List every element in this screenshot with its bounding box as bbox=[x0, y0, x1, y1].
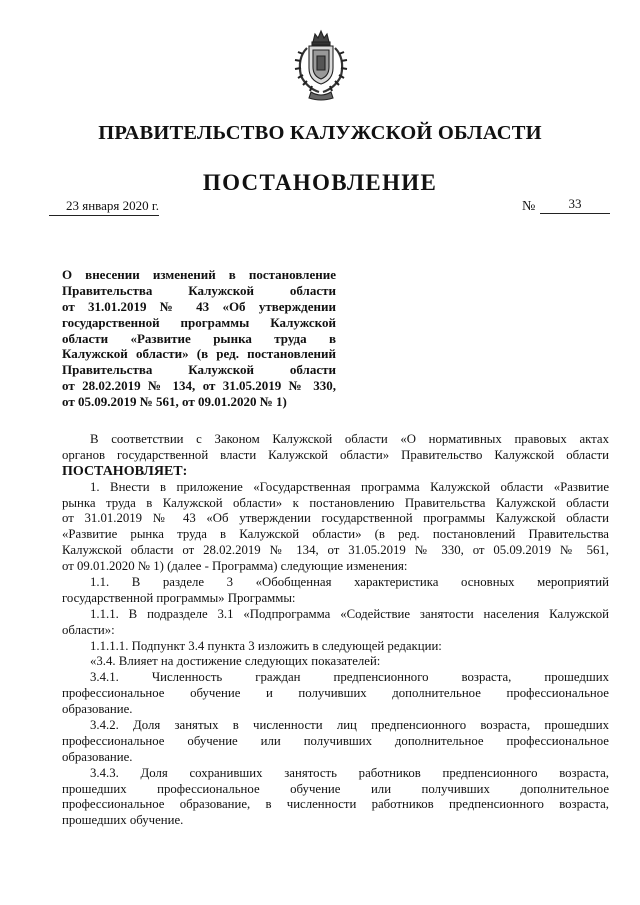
body-text-line: государственной программы» Программы: bbox=[62, 590, 296, 605]
body-text-line: «Развитие рынка труда в Калужской области» (в ред. постановлений Правительства bbox=[62, 527, 609, 542]
decree-number: 33 bbox=[540, 196, 610, 214]
subject-line: от 05.09.2019 № 561, от 09.01.2020 № 1) bbox=[62, 394, 287, 410]
subject-line: Правительства Калужской области bbox=[62, 282, 336, 298]
decree-number-label: № bbox=[522, 199, 536, 214]
body-text-line: 1.1.1. В подразделе 3.1 «Подпрограмма «Содействие занятости населения Калужской bbox=[90, 606, 609, 621]
body-text-line: области»: bbox=[62, 622, 115, 637]
body-text-line: 3.4.1. Численность граждан предпенсионного возраста, прошедших bbox=[90, 670, 609, 685]
subject-line: О внесении изменений в постановление bbox=[62, 267, 336, 282]
body-text-line: от 31.01.2019 № 43 «Об утверждении государственной программы Калужской области bbox=[62, 511, 609, 526]
body-text-line: профессиональное образование, в численности работников предпенсионного возраста, bbox=[62, 797, 609, 812]
subject-line: области «Развитие рынка труда в bbox=[62, 330, 336, 346]
document-type-title: ПОСТАНОВЛЕНИЕ bbox=[202, 170, 438, 195]
body-text-line: 1. Внести в приложение «Государственная программа Калужской области «Развитие bbox=[90, 479, 609, 494]
resolution-keyword: ПОСТАНОВЛЯЕТ: bbox=[62, 463, 188, 479]
body-text-line: Калужской области от 28.02.2019 № 134, от 31.05.2019 № 330, от 05.09.2019 № 561, bbox=[62, 543, 609, 558]
body-text-line: 1.1.1.1. Подпункт 3.4 пункта 3 изложить в следующей редакции: bbox=[90, 638, 442, 653]
subject-line: государственной программы Калужской bbox=[62, 314, 336, 330]
subject-line: от 31.01.2019 № 43 «Об утверждении bbox=[62, 298, 336, 314]
body-text-line: органов государственной власти Калужской области» Правительство Калужской области bbox=[62, 447, 609, 462]
body-text-line: профессиональное обучение или получивших дополнительное профессиональное bbox=[62, 733, 609, 748]
body-text-line: В соответствии с Законом Калужской области «О нормативных правовых актах bbox=[90, 432, 609, 446]
body-text-line: прошедших профессиональное обучение или получивших дополнительное bbox=[62, 781, 609, 796]
body-text-line: прошедших обучение. bbox=[62, 813, 184, 828]
decree-body bbox=[62, 432, 609, 829]
body-text-line: профессиональное обучение и получивших дополнительное профессиональное bbox=[62, 686, 609, 701]
decree-subject bbox=[62, 267, 336, 410]
subject-line: от 28.02.2019 № 134, от 31.05.2019 № 330, bbox=[62, 378, 336, 394]
decree-date: 23 января 2020 г. bbox=[49, 198, 159, 216]
subject-line: Правительства Калужской области bbox=[62, 362, 336, 378]
body-text-line: образование. bbox=[62, 749, 133, 764]
subject-line: Калужской области» (в ред. постановлений bbox=[62, 346, 336, 362]
government-title: ПРАВИТЕЛЬСТВО КАЛУЖСКОЙ ОБЛАСТИ bbox=[98, 122, 542, 144]
body-text-line: «3.4. Влияет на достижение следующих показателей: bbox=[90, 654, 381, 669]
body-text-line: рынка труда в Калужской области» к постановлению Правительства Калужской области bbox=[62, 495, 609, 510]
body-text-line: 1.1. В разделе 3 «Обобщенная характеристика основных мероприятий bbox=[90, 575, 609, 590]
body-text-line: 3.4.3. Доля сохранивших занятость работников предпенсионного возраста, bbox=[90, 765, 609, 780]
body-text-line: 3.4.2. Доля занятых в численности лиц предпенсионного возраста, прошедших bbox=[90, 718, 609, 733]
body-text-line: от 09.01.2020 № 1) (далее - Программа) следующие изменения: bbox=[62, 559, 408, 574]
coat-of-arms-icon bbox=[289, 28, 353, 102]
body-text-line: образование. bbox=[62, 702, 133, 717]
